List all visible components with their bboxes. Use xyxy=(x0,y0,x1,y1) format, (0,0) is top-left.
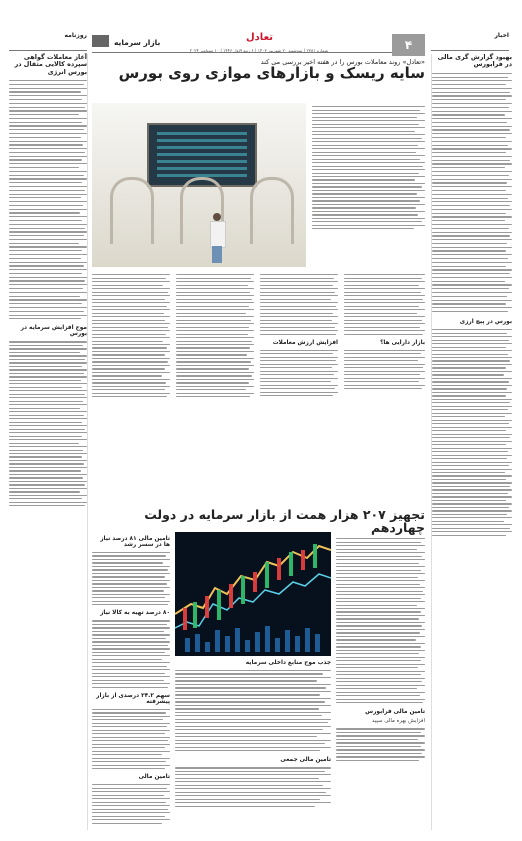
side-box-title: بازار دارایی ها؟ xyxy=(380,339,425,346)
bottom-left-column xyxy=(92,536,170,822)
right-news-column xyxy=(431,54,512,830)
right-subsection-text xyxy=(432,329,512,536)
bottom-left-box-title-4: تامین مالی xyxy=(138,774,170,781)
bottom-headline-block xyxy=(92,508,425,534)
right-article-title: بهبود گزارش گری مالی در فرابورس xyxy=(437,53,512,69)
right-article-text xyxy=(432,73,512,312)
paper-logo: تعادل xyxy=(246,32,273,43)
left-article-title: آغاز معاملات گواهی سپرده کالایی مثقال در بورس انرژی xyxy=(14,53,87,76)
left-subsection-text xyxy=(9,341,87,506)
section-color-box xyxy=(92,35,109,47)
main-headline-block xyxy=(92,58,425,82)
issue-meta: شماره ۲۳۸۱ | سه‌شنبه ۲۰ شهریور ۱۴۰۳ | ۶ ربیع الاول ۱۴۴۶ | ۱۰ سپتامبر ۲۰۲۴ xyxy=(189,48,329,53)
bottom-left-box-title: تامین مالی ۸۱ درصد نیاز ها در سسر رشد xyxy=(100,536,170,548)
stock-chart-photo xyxy=(175,532,331,656)
left-top-label: روزنامه xyxy=(9,32,87,51)
left-subsection-title: موج افزایش سرمایه در بورس xyxy=(20,325,87,338)
main-headline: سایه ریسک و بازارهای موازی روی بورس xyxy=(118,64,425,82)
bottom-right-title: تامین مالی فرابورس xyxy=(365,709,425,716)
trading-floor-photo xyxy=(92,103,306,267)
candlestick-graphic xyxy=(175,532,331,656)
mid-box-title-2: تامین مالی جمعی xyxy=(280,757,331,764)
standing-person xyxy=(208,213,226,265)
main-kicker: «تعادل» روند معاملات بورس را در هفته اخیر بررسی می کند xyxy=(260,58,425,66)
left-article-text xyxy=(9,80,87,319)
left-news-column xyxy=(9,54,88,830)
page-number: ۴ xyxy=(392,34,425,56)
bottom-right-subtitle: افزایش بهره مالی سپید xyxy=(371,718,425,725)
bottom-right-column xyxy=(336,536,425,822)
right-subsection-title: بورس در پیچ ارزی xyxy=(459,319,512,326)
right-top-label: اخبار xyxy=(431,32,509,51)
bottom-left-box-title-3: سهم ۳۴.۲ درصدی از بازار پیشرفته xyxy=(96,692,170,705)
bottom-middle-column xyxy=(175,660,331,822)
middle-article-area xyxy=(92,272,425,507)
section-title: بازار سرمایه xyxy=(114,38,161,47)
page-header xyxy=(92,30,425,53)
main-article-side-text xyxy=(312,104,425,232)
mid-box-title: جذب موج منابع داخلی سرمایه xyxy=(245,660,331,666)
bottom-left-box-title-2: ۸۰ درصد تهیه به کالا نیاز xyxy=(100,610,170,617)
middle-box-title: افزایش ارزش معاملات xyxy=(272,339,338,346)
bottom-headline: تجهیز ۲۰۷ هزار همت از بازار سرمایه در دولت چهاردهم xyxy=(144,507,425,536)
